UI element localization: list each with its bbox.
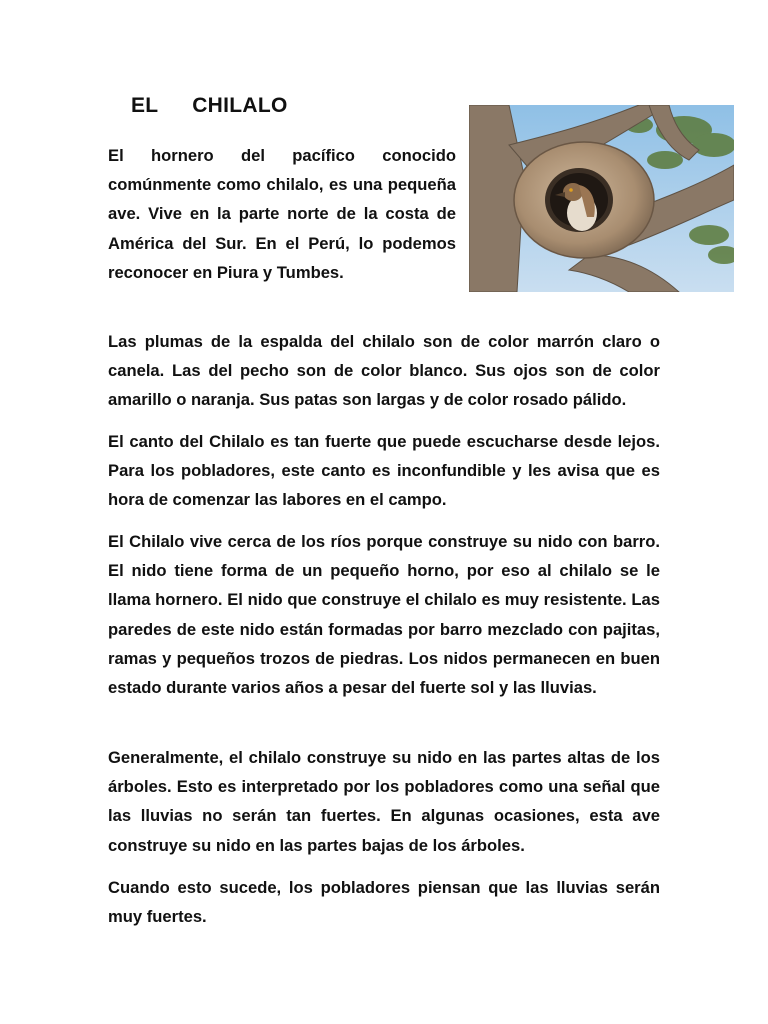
hornero-nest-photo bbox=[469, 105, 734, 292]
paragraph-5: Generalmente, el chilalo construye su nido en las partes altas de los árboles. Esto es interpretado por los pobladores como una señal que las lluvias no serán tan fuertes. En algunas ocasiones, esta ave construye su nido en las partes bajas de los árboles. bbox=[108, 748, 660, 855]
paragraph-4: El Chilalo vive cerca de los ríos porque construye su nido con barro. El nido tiene forma de un pequeño horno, por eso al chilalo se le llama hornero. El nido que construye el chilalo es muy resistente. Las paredes de este nido están formadas por barro mezclado con pajitas, ramas y pequeños trozos de piedras. Los nidos permanecen en buen estado durante varios años a pesar del fuerte sol y las lluvias. bbox=[108, 532, 660, 698]
paragraph-3: El canto del Chilalo es tan fuerte que puede escucharse desde lejos. Para los pobladores, este canto es inconfundible y les avisa que es hora de comenzar las labores en el campo. bbox=[108, 432, 660, 510]
paragraph-1: El hornero del pacífico conocido comúnmente como chilalo, es una pequeña ave. Vive en la parte norte de la costa de América del Sur. En el Perú, lo podemos reconocer en Piura y Tumbes. bbox=[108, 146, 456, 282]
paragraph-6: Cuando esto sucede, los pobladores piensan que las lluvias serán muy fuertes. bbox=[108, 878, 660, 927]
document-title: EL CHILALO bbox=[131, 94, 288, 117]
hornero-nest-illustration bbox=[469, 105, 734, 292]
paragraph-2: Las plumas de la espalda del chilalo son de color marrón claro o canela. Las del pecho son de color blanco. Sus ojos son de color amarillo o naranja. Sus patas son largas y de color rosado pálido. bbox=[108, 332, 660, 410]
